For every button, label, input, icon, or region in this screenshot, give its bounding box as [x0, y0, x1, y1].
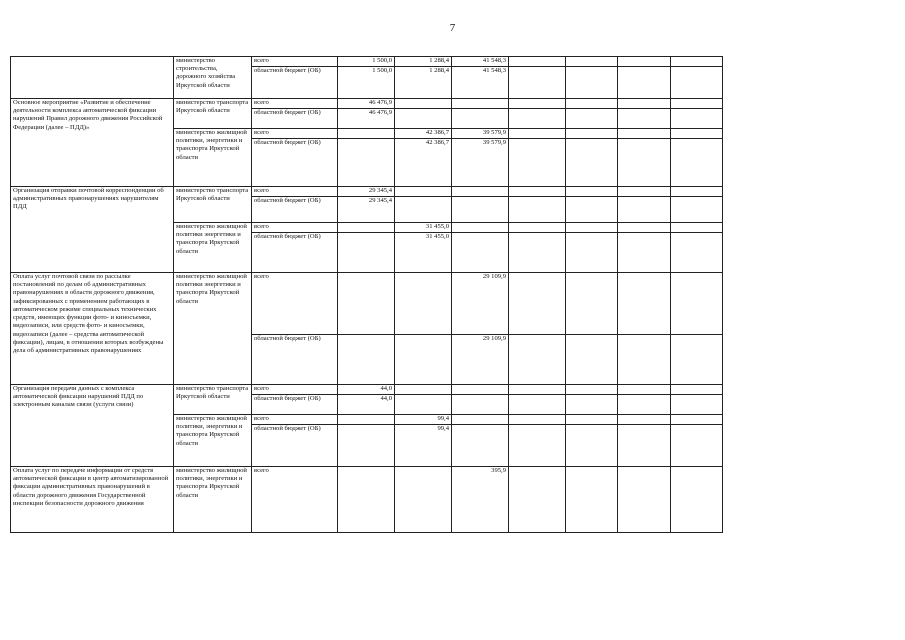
empty-cell: [566, 109, 618, 129]
empty-cell: [566, 187, 618, 197]
program-cell: Оплата услуг почтовой связи по рассылке постановлений по делам об административных правонарушениях в области дорожного движения, зафиксированных с применением работающих в автоматическом режиме специальных технических средств, имеющих функции фото- и киносъемки, видеозаписи, или средств фото- и киносъемки, видеозаписи (далее – средства автоматической фиксации), лицам, в отношении которых возбуждены дела об административных правонарушениях: [11, 273, 174, 385]
value-cell: [452, 109, 509, 129]
empty-cell: [566, 385, 618, 395]
empty-cell: [509, 385, 566, 395]
value-cell: [452, 223, 509, 233]
empty-cell: [618, 415, 671, 425]
value-cell: [338, 139, 395, 187]
empty-cell: [671, 395, 723, 415]
program-cell: [11, 57, 174, 99]
value-cell: 39 579,9: [452, 139, 509, 187]
empty-cell: [566, 139, 618, 187]
value-cell: [395, 99, 452, 109]
empty-cell: [618, 395, 671, 415]
empty-cell: [671, 385, 723, 395]
value-cell: [452, 395, 509, 415]
empty-cell: [509, 99, 566, 109]
empty-cell: [671, 223, 723, 233]
empty-cell: [566, 129, 618, 139]
empty-cell: [671, 425, 723, 467]
empty-cell: [671, 187, 723, 197]
empty-cell: [618, 109, 671, 129]
empty-cell: [566, 335, 618, 385]
empty-cell: [618, 273, 671, 335]
empty-cell: [671, 109, 723, 129]
funding-source-cell: областной бюджет (ОБ): [252, 233, 338, 273]
empty-cell: [566, 67, 618, 99]
empty-cell: [671, 273, 723, 335]
value-cell: [395, 395, 452, 415]
value-cell: [452, 425, 509, 467]
empty-cell: [509, 129, 566, 139]
value-cell: [452, 99, 509, 109]
empty-cell: [671, 139, 723, 187]
value-cell: 46 476,9: [338, 109, 395, 129]
executor-cell: министерство жилищной политики, энергетики и транспорта Иркутской области: [174, 415, 252, 467]
funding-source-cell: всего: [252, 187, 338, 197]
value-cell: [338, 129, 395, 139]
funding-source-cell: всего: [252, 223, 338, 233]
executor-cell: министерство жилищной политики энергетики и транспорта Иркутской области: [174, 273, 252, 385]
value-cell: [338, 425, 395, 467]
value-cell: [338, 467, 395, 533]
empty-cell: [618, 425, 671, 467]
empty-cell: [618, 57, 671, 67]
page-number: 7: [449, 22, 456, 34]
value-cell: [338, 415, 395, 425]
value-cell: [452, 197, 509, 223]
value-cell: [452, 187, 509, 197]
empty-cell: [618, 233, 671, 273]
executor-cell: министерство транспорта Иркутской области: [174, 99, 252, 129]
empty-cell: [509, 425, 566, 467]
value-cell: 99,4: [395, 415, 452, 425]
empty-cell: [509, 467, 566, 533]
value-cell: [395, 197, 452, 223]
program-cell: Организация отправки почтовой корреспонденции об административных правонарушениях нарушителям ПДД: [11, 187, 174, 273]
value-cell: [395, 273, 452, 335]
empty-cell: [509, 335, 566, 385]
value-cell: 31 455,0: [395, 223, 452, 233]
value-cell: [395, 187, 452, 197]
empty-cell: [509, 395, 566, 415]
empty-cell: [509, 415, 566, 425]
empty-cell: [618, 129, 671, 139]
value-cell: 41 548,3: [452, 57, 509, 67]
executor-cell: министерство жилищной политики, энергетики и транспорта Иркутской области: [174, 129, 252, 187]
program-cell: Основное мероприятие «Развитие и обеспечение деятельности комплекса автоматической фиксации нарушений Правил дорожного движения Российской Федерации (далее – ПДД)»: [11, 99, 174, 187]
empty-cell: [618, 67, 671, 99]
empty-cell: [566, 467, 618, 533]
value-cell: 1 500,0: [338, 57, 395, 67]
executor-cell: министерство жилищной политики энергетики и транспорта Иркутской области: [174, 223, 252, 273]
empty-cell: [671, 233, 723, 273]
funding-source-cell: областной бюджет (ОБ): [252, 109, 338, 129]
value-cell: [338, 273, 395, 335]
table-row: [11, 99, 723, 109]
empty-cell: [618, 385, 671, 395]
table-row: [11, 467, 723, 533]
value-cell: [452, 385, 509, 395]
empty-cell: [566, 233, 618, 273]
value-cell: 31 455,0: [395, 233, 452, 273]
table-row: [11, 273, 723, 335]
empty-cell: [509, 139, 566, 187]
empty-cell: [509, 187, 566, 197]
empty-cell: [618, 223, 671, 233]
empty-cell: [566, 197, 618, 223]
empty-cell: [618, 467, 671, 533]
value-cell: [395, 385, 452, 395]
table-row: [11, 57, 723, 67]
value-cell: 1 288,4: [395, 57, 452, 67]
empty-cell: [671, 99, 723, 109]
value-cell: 39 579,9: [452, 129, 509, 139]
empty-cell: [671, 129, 723, 139]
program-cell: Организация передачи данных с комплекса автоматической фиксации нарушений ПДД по электронным каналам связи (услуги связи): [11, 385, 174, 467]
value-cell: 42 386,7: [395, 139, 452, 187]
empty-cell: [618, 139, 671, 187]
empty-cell: [509, 273, 566, 335]
funding-source-cell: всего: [252, 57, 338, 67]
empty-cell: [566, 415, 618, 425]
executor-cell: министерство строительства, дорожного хозяйства Иркутской области: [174, 57, 252, 99]
table-row: [11, 187, 723, 197]
empty-cell: [509, 57, 566, 67]
value-cell: [452, 415, 509, 425]
empty-cell: [671, 415, 723, 425]
empty-cell: [509, 197, 566, 223]
value-cell: [338, 335, 395, 385]
funding-source-cell: всего: [252, 467, 338, 533]
empty-cell: [566, 99, 618, 109]
funding-source-cell: всего: [252, 99, 338, 109]
empty-cell: [566, 57, 618, 67]
program-cell: Оплата услуг по передаче информации от средств автоматической фиксации в центр автоматизированной фиксации административных правонарушений в области дорожного движения Государственной инспекции безопасности дорожного движения: [11, 467, 174, 533]
value-cell: 29 109,9: [452, 335, 509, 385]
value-cell: [395, 109, 452, 129]
funding-source-cell: всего: [252, 273, 338, 335]
funding-source-cell: всего: [252, 385, 338, 395]
empty-cell: [671, 335, 723, 385]
funding-source-cell: всего: [252, 129, 338, 139]
value-cell: [452, 233, 509, 273]
value-cell: 46 476,9: [338, 99, 395, 109]
funding-source-cell: областной бюджет (ОБ): [252, 425, 338, 467]
executor-cell: министерство жилищной политики, энергетики и транспорта Иркутской области: [174, 467, 252, 533]
value-cell: 44,0: [338, 385, 395, 395]
empty-cell: [671, 67, 723, 99]
value-cell: 29 345,4: [338, 187, 395, 197]
empty-cell: [618, 99, 671, 109]
empty-cell: [618, 187, 671, 197]
value-cell: 41 548,3: [452, 67, 509, 99]
funding-source-cell: областной бюджет (ОБ): [252, 197, 338, 223]
funding-source-cell: областной бюджет (ОБ): [252, 139, 338, 187]
funding-source-cell: областной бюджет (ОБ): [252, 335, 338, 385]
table-row: [11, 385, 723, 395]
executor-cell: министерство транспорта Иркутской области: [174, 187, 252, 223]
value-cell: [338, 233, 395, 273]
empty-cell: [509, 233, 566, 273]
funding-source-cell: областной бюджет (ОБ): [252, 67, 338, 99]
executor-cell: министерство транспорта Иркутской области: [174, 385, 252, 415]
empty-cell: [671, 467, 723, 533]
value-cell: 29 109,9: [452, 273, 509, 335]
value-cell: 44,0: [338, 395, 395, 415]
value-cell: 29 345,4: [338, 197, 395, 223]
empty-cell: [566, 425, 618, 467]
empty-cell: [671, 197, 723, 223]
empty-cell: [509, 109, 566, 129]
empty-cell: [509, 223, 566, 233]
empty-cell: [509, 67, 566, 99]
value-cell: 1 500,0: [338, 67, 395, 99]
value-cell: 1 288,4: [395, 67, 452, 99]
empty-cell: [566, 273, 618, 335]
value-cell: [395, 335, 452, 385]
empty-cell: [618, 197, 671, 223]
funding-source-cell: областной бюджет (ОБ): [252, 395, 338, 415]
value-cell: 99,4: [395, 425, 452, 467]
value-cell: [338, 223, 395, 233]
empty-cell: [566, 223, 618, 233]
budget-table: [10, 56, 723, 533]
value-cell: [395, 467, 452, 533]
empty-cell: [671, 57, 723, 67]
empty-cell: [618, 335, 671, 385]
value-cell: 395,9: [452, 467, 509, 533]
funding-source-cell: всего: [252, 415, 338, 425]
empty-cell: [566, 395, 618, 415]
value-cell: 42 386,7: [395, 129, 452, 139]
